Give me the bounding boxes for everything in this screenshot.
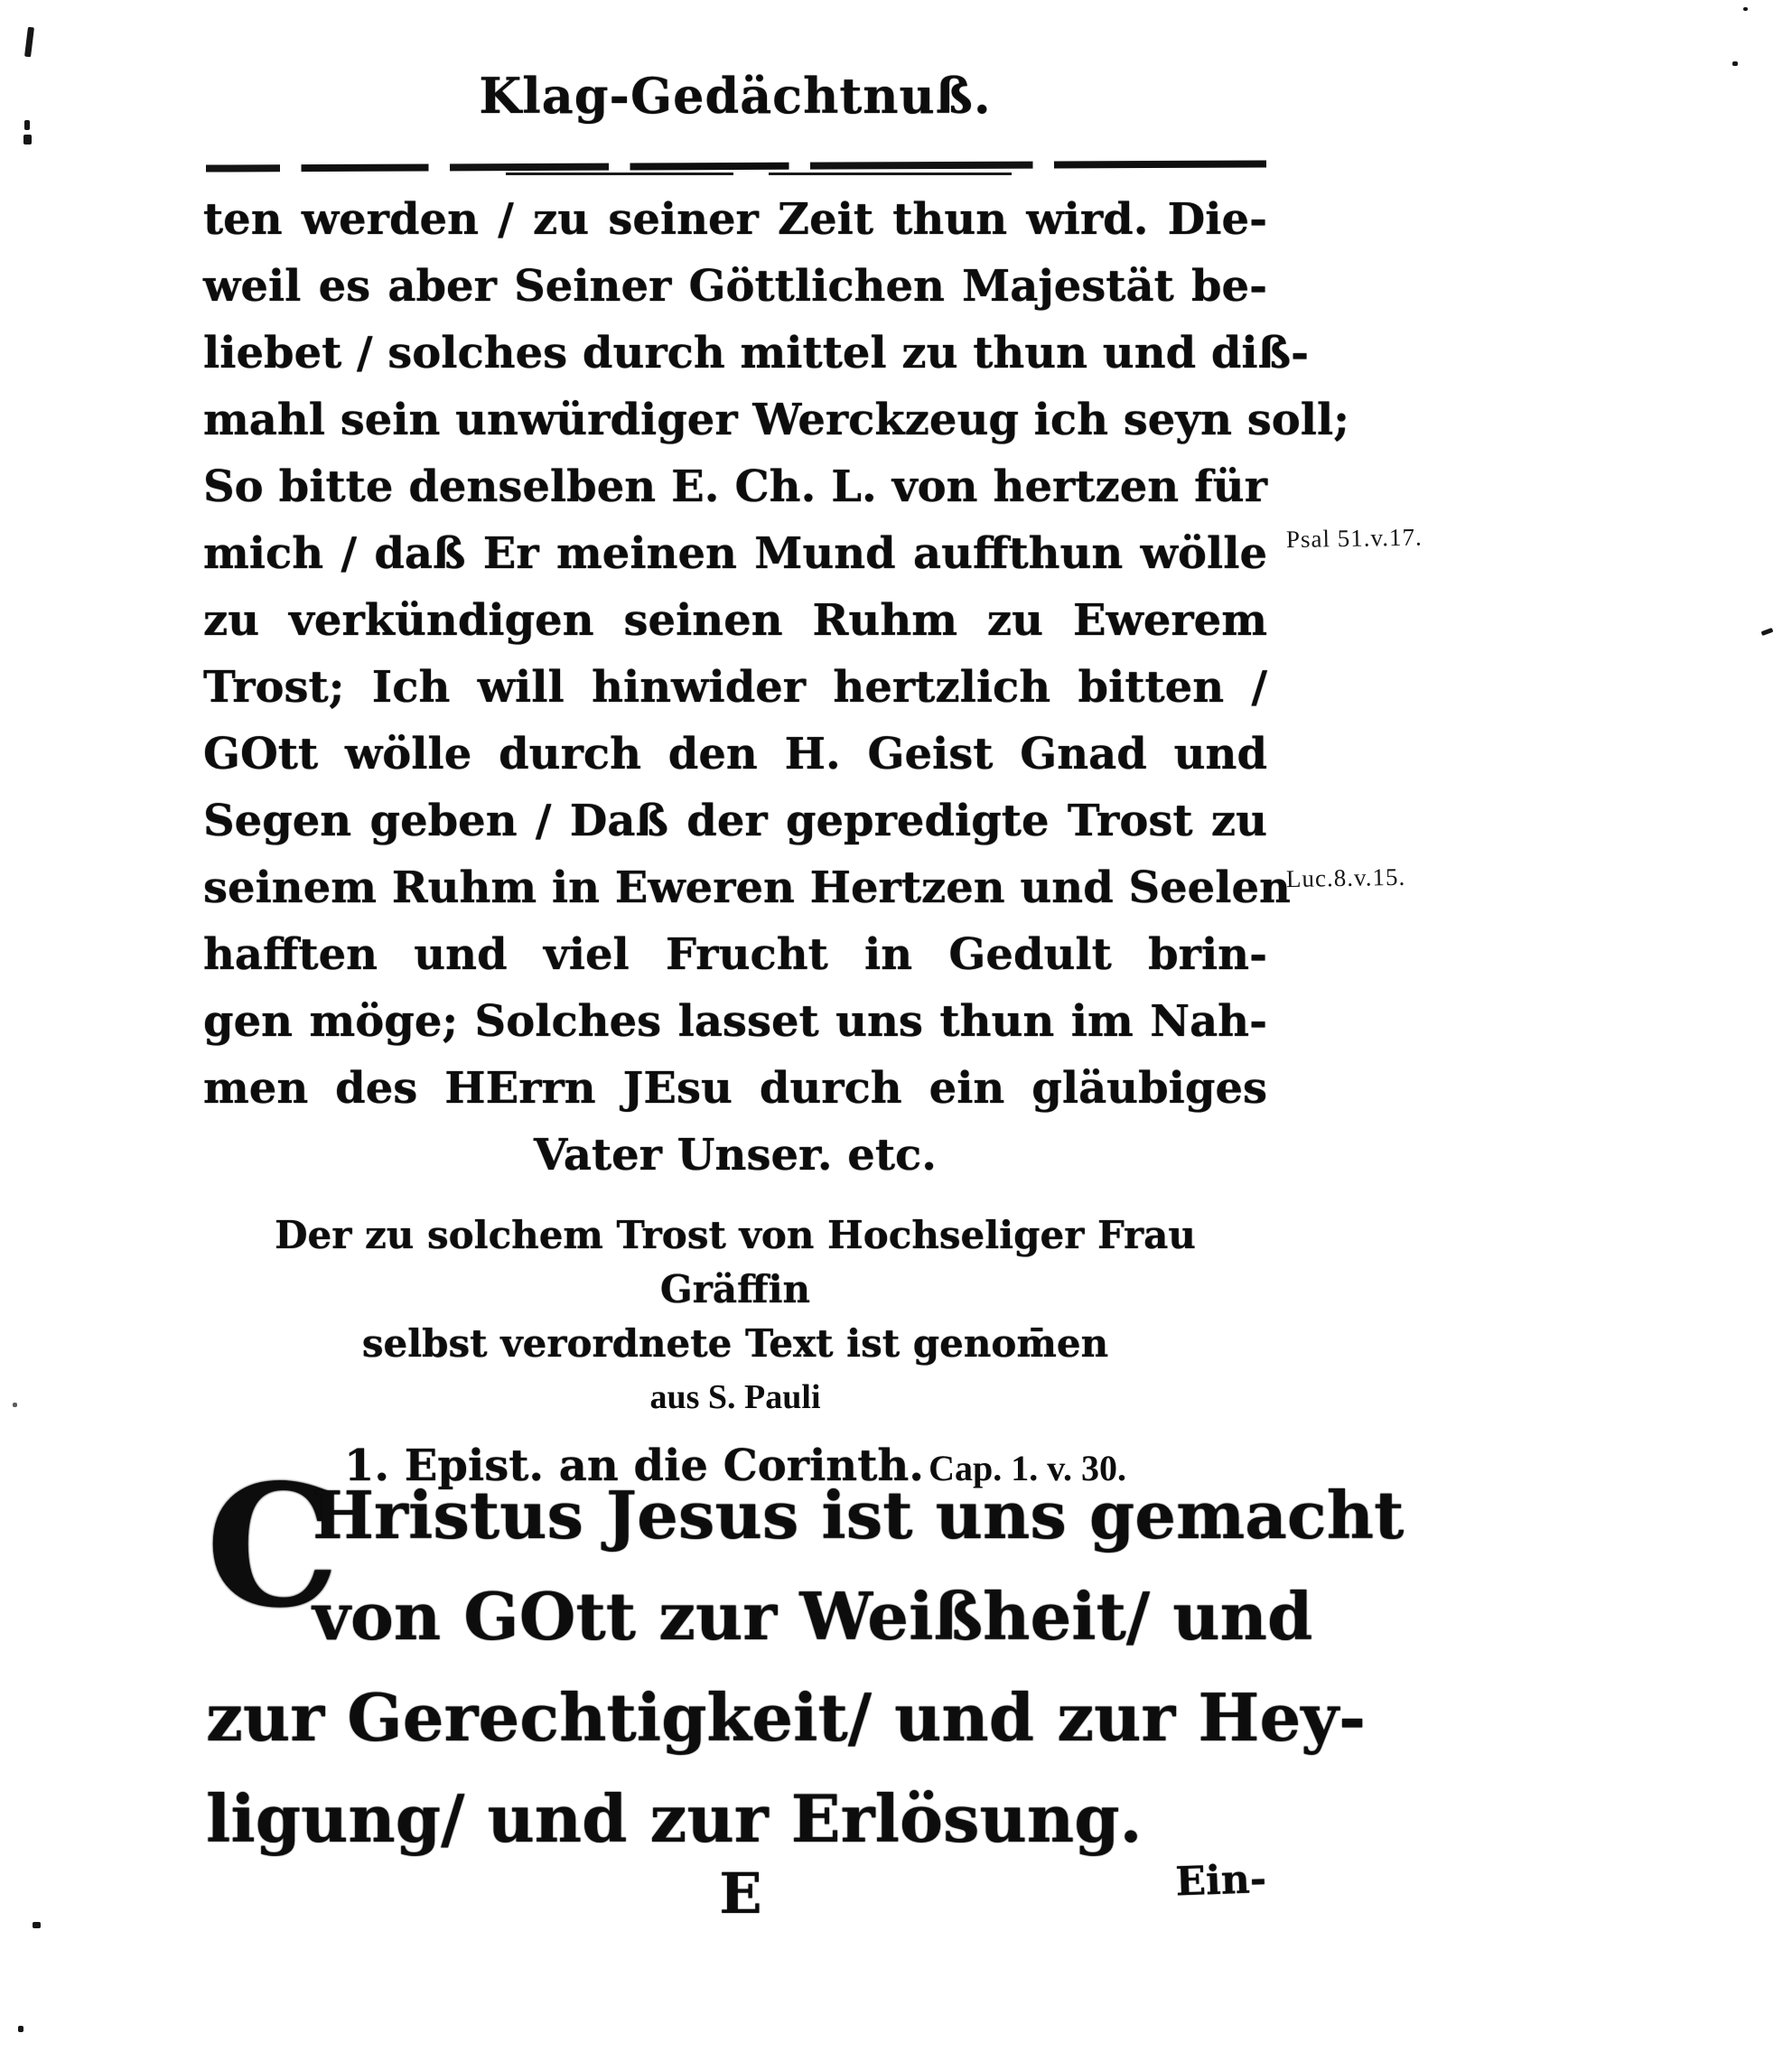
body-line: men des HErrn JEsu durch ein gläubiges <box>203 1063 1267 1114</box>
scan-artifact <box>24 27 34 58</box>
running-header: Klag-Gedächtnuß. <box>479 67 992 125</box>
quote-line: Hristus Jesus ist uns gemacht <box>313 1477 1405 1553</box>
body-line: Trost; Ich will hinwider hertzlich bitten / <box>203 662 1267 713</box>
scripture-quote <box>206 1447 1405 1870</box>
signature-mark: E <box>719 1861 762 1926</box>
scan-artifact <box>13 1403 17 1407</box>
body-line: gen möge; Solches lasset uns thun im Nah- <box>203 996 1267 1047</box>
citation-chapter-verse: Cap. 1. v. 30. <box>929 1448 1127 1488</box>
margin-note-psalm: Psal 51.v.17. <box>1285 523 1423 554</box>
header-rule-segment <box>506 173 1012 175</box>
margin-note-luke: Luc.8.v.15. <box>1285 863 1406 893</box>
body-line: seinem Ruhm in Eweren Hertzen und Seelen <box>203 863 1291 913</box>
scan-artifact <box>23 135 32 145</box>
text-source-intro <box>203 1208 1267 1507</box>
quote-line: von GOtt zur Weißheit/ und <box>313 1578 1313 1655</box>
scan-artifact <box>18 2026 23 2032</box>
body-line: liebet / solches durch mittel zu thun und diß- <box>203 328 1310 378</box>
body-line: mich / daß Er meinen Mund auffthun wölle <box>203 528 1267 579</box>
body-line: Segen geben / Daß der gepredigte Trost zu <box>203 796 1267 846</box>
citation-epistle: 1. Epist. an die Corinth. <box>343 1441 924 1491</box>
scan-artifact <box>33 1922 41 1928</box>
body-line: weil es aber Seiner Göttlichen Majestät be- <box>203 261 1267 312</box>
body-line: Vater Unser. etc. <box>534 1130 937 1180</box>
body-line: GOtt wölle durch den H. Geist Gnad und <box>203 729 1267 779</box>
scan-artifact <box>1732 61 1738 66</box>
quote-line: ligung/ und zur Erlösung. <box>206 1780 1143 1857</box>
quote-lines <box>206 1447 1405 1870</box>
catchword: Ein- <box>1174 1856 1267 1906</box>
intro-line: Der zu solchem Trost von Hochseliger Frau Gräffin <box>275 1213 1196 1311</box>
body-line: hafften und viel Frucht in Gedult brin- <box>203 929 1267 980</box>
body-line: ten werden / zu seiner Zeit thun wird. Die- <box>203 194 1267 245</box>
scan-artifact <box>1761 628 1774 636</box>
quote-line: zur Gerechtigkeit/ und zur Hey- <box>206 1679 1366 1756</box>
intro-line: selbst verordnete Text ist genom̄en <box>361 1321 1109 1366</box>
body-line: zu verkündigen seinen Ruhm zu Ewerem <box>203 595 1267 646</box>
scan-artifact <box>24 120 30 130</box>
drop-cap-initial: C <box>206 1447 341 1645</box>
intro-line-source: aus S. Pauli <box>649 1378 821 1416</box>
scan-artifact <box>1743 7 1748 11</box>
body-line: mahl sein unwürdiger Werckzeug ich seyn soll; <box>203 395 1349 445</box>
header-rule <box>206 160 1266 172</box>
body-line: So bitte denselben E. Ch. L. von hertzen für <box>203 462 1267 512</box>
